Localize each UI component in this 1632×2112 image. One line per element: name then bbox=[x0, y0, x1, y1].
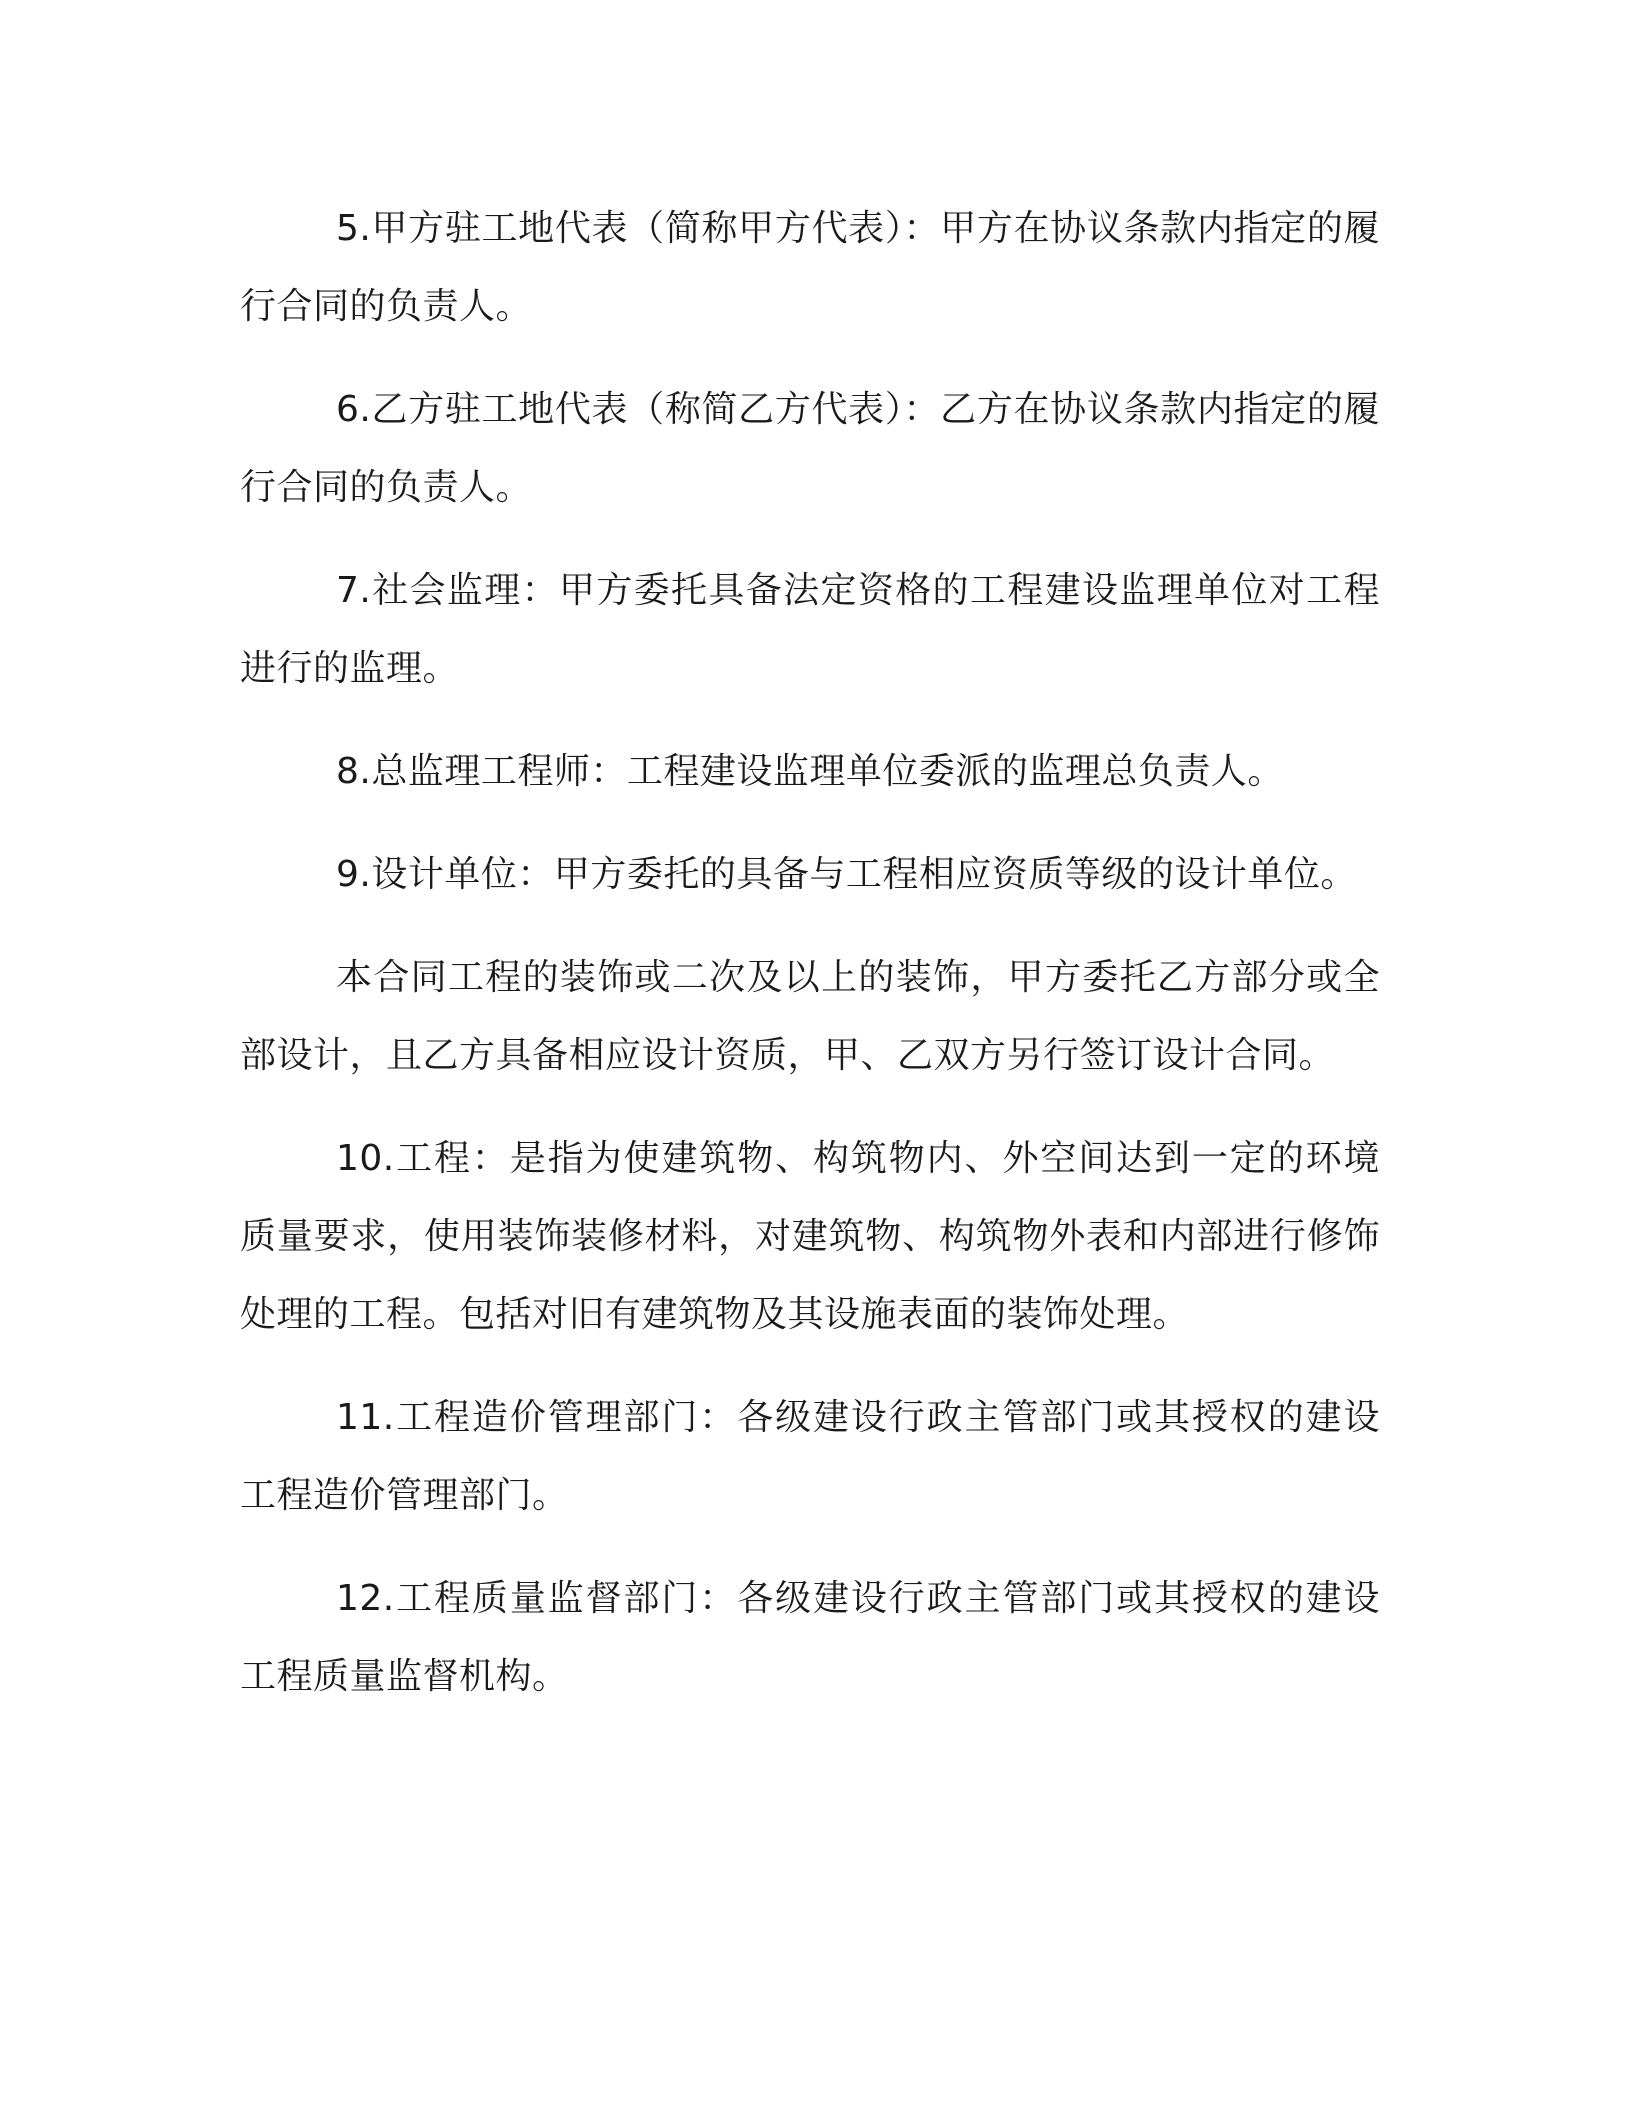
clause-12-paragraph: 12.工程质量监督部门：各级建设行政主管部门或其授权的建设工程质量监督机构。 bbox=[240, 1578, 1380, 1697]
clause-9-paragraph: 9.设计单位：甲方委托的具备与工程相应资质等级的设计单位。 bbox=[336, 854, 1357, 895]
clause-7-paragraph: 7.社会监理：甲方委托具备法定资格的工程建设监理单位对工程进行的监理。 bbox=[240, 570, 1380, 689]
design-contract-paragraph: 本合同工程的装饰或二次及以上的装饰，甲方委托乙方部分或全部设计，且乙方具备相应设计资质，甲、乙双方另行签订设计合同。 bbox=[240, 957, 1380, 1076]
clause-11-paragraph: 11.工程造价管理部门：各级建设行政主管部门或其授权的建设工程造价管理部门。 bbox=[240, 1397, 1380, 1516]
document-body bbox=[240, 190, 1380, 1741]
clause-8-paragraph: 8.总监理工程师：工程建设监理单位委派的监理总负责人。 bbox=[336, 751, 1284, 792]
clause-6-paragraph: 6.乙方驻工地代表（称简乙方代表）：乙方在协议条款内指定的履行合同的负责人。 bbox=[240, 389, 1380, 508]
clause-10-paragraph: 10.工程：是指为使建筑物、构筑物内、外空间达到一定的环境质量要求，使用装饰装修材料，对建筑物、构筑物外表和内部进行修饰处理的工程。包括对旧有建筑物及其设施表面的装饰处理。 bbox=[240, 1138, 1380, 1335]
clause-5-paragraph: 5.甲方驻工地代表（简称甲方代表）：甲方在协议条款内指定的履行合同的负责人。 bbox=[240, 208, 1380, 327]
